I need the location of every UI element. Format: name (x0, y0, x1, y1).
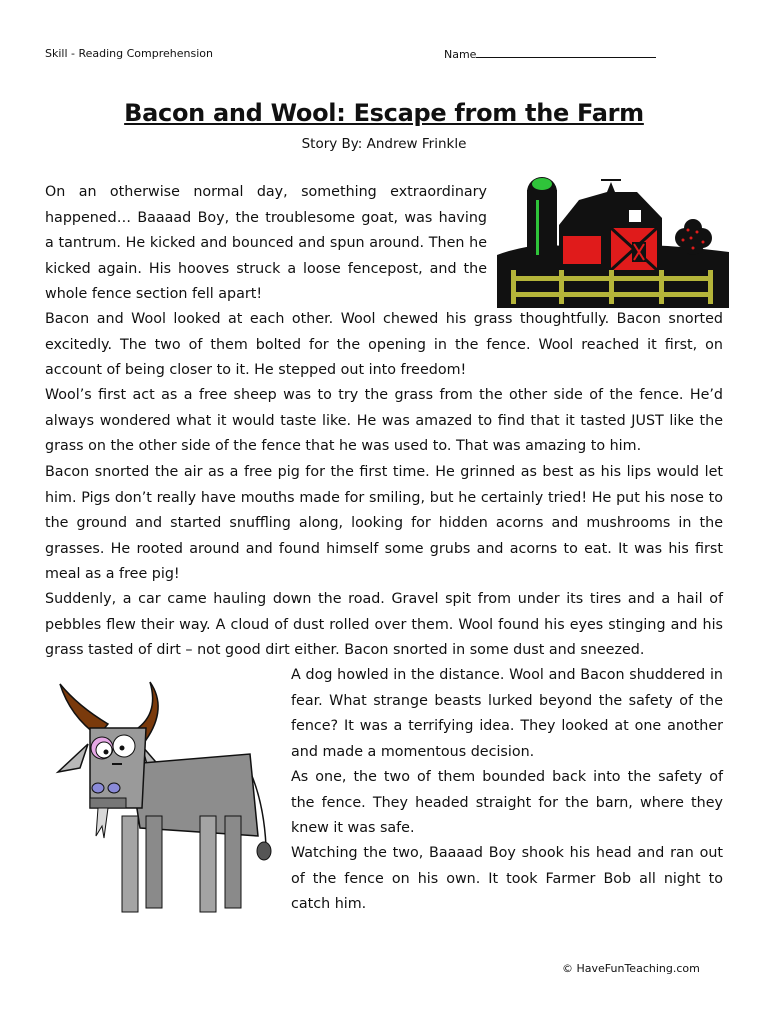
paragraph-5: Suddenly, a car came hauling down the road. Gravel spit from under its tires and a hail of pebbles flew their way. A cloud of dust rolled over them. Wool found his eyes stinging and his grass tasted of dirt – not good dirt either. Bacon snorted in some dust and sneezed. (45, 591, 723, 658)
goat-illustration (50, 676, 275, 916)
name-blank-line[interactable] (476, 47, 656, 58)
paragraph-3: Wool’s first act as a free sheep was to try the grass from the other side of the fence. He’d always wondered what it would taste like. He was amazed to find that it tasted JUST like the grass on the other side of the fence that he was used to. That was amazing to him. (45, 387, 723, 454)
paragraph-4: Bacon snorted the air as a free pig for the first time. He grinned as best as his lips would let him. Pigs don’t really have mouths made for smiling, but he certainly tried! He put his nose to the ground and started snuffling along, looking for hidden acorns and mushrooms in the grasses. He rooted around and found himself some grubs and acorns to eat. It was his first meal as a free pig! (45, 464, 723, 582)
story-title: Bacon and Wool: Escape from the Farm (124, 99, 644, 127)
name-label: Name (444, 48, 477, 61)
paragraph-6: A dog howled in the distance. Wool and Bacon shuddered in fear. What strange beasts lurked beyond the safety of the fence? It was a terrifying idea. They looked at one another and made a momentous decision. (291, 667, 723, 760)
skill-label: Skill - Reading Comprehension (45, 47, 213, 60)
copyright-footer: © HaveFunTeaching.com (562, 962, 700, 975)
name-field (444, 47, 656, 61)
paragraph-8: Watching the two, Baaaad Boy shook his head and ran out of the fence on his own. It took Farmer Bob all night to catch him. (291, 845, 723, 912)
paragraph-7: As one, the two of them bounded back into the safety of the fence. They headed straight for the barn, where they knew it was safe. (291, 769, 723, 836)
story-byline: Story By: Andrew Frinkle (301, 136, 467, 152)
paragraph-1: On an otherwise normal day, something extraordinary happened… Baaaad Boy, the troublesome goat, was having a tantrum. He kicked and bounced and spun around. Then he kicked again. His hooves struck a loose fencepost, and the whole fence section fell apart! (45, 184, 487, 302)
paragraph-2: Bacon and Wool looked at each other. Wool chewed his grass thoughtfully. Bacon snorted excitedly. The two of them bolted for the opening in the fence. Wool reached it first, on account of being closer to it. He stepped out into freedom! (45, 311, 723, 378)
farm-illustration (497, 170, 729, 308)
